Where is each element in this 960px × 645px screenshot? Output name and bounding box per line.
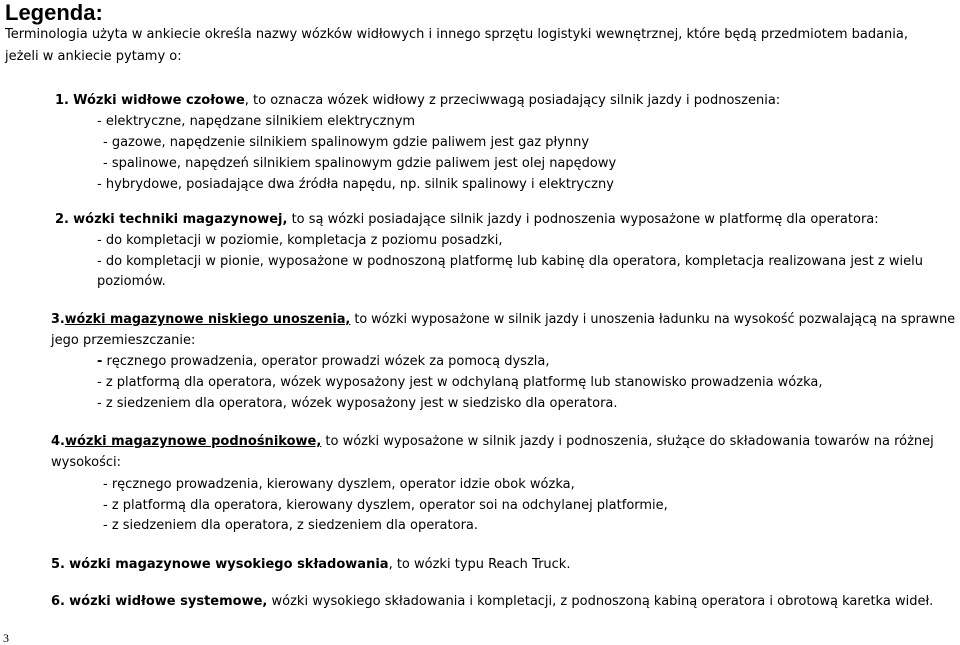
section-3-heading	[51, 312, 955, 328]
section-6-name: wózki widłowe systemowe,	[69, 594, 268, 609]
section-6-line-1: wózki wysokiego składowania i kompletacji, z podnoszoną kabiną operatora i obrotową karetka wideł.	[267, 594, 934, 609]
section-1-line-2: - elektryczne, napędzane silnikiem elektrycznym	[97, 114, 416, 129]
section-4-line-1: to wózki wyposażone w silnik jazdy i podnoszenia, służące do składowania towarów na różnej	[321, 434, 934, 449]
section-3-line-2: jego przemieszczanie:	[51, 333, 196, 348]
section-1-name: Wózki widłowe czołowe	[73, 93, 245, 108]
section-5-line-1: , to wózki typu Reach Truck.	[388, 557, 571, 572]
page-number: 3	[3, 631, 9, 645]
section-3-bullet: -	[97, 354, 103, 369]
section-1-line-5: - hybrydowe, posiadające dwa źródła napędu, np. silnik spalinowy i elektryczny	[97, 177, 614, 192]
section-3-line-1: to wózki wyposażone w silnik jazdy i unoszenia ładunku na wysokość pozwalającą na sprawne	[350, 312, 956, 327]
section-6-heading	[51, 594, 933, 610]
legend-title: Legenda:	[5, 0, 103, 25]
section-3-line-3-text: ręcznego prowadzenia, operator prowadzi wózek za pomocą dyszla,	[102, 354, 550, 369]
section-1-heading	[55, 93, 780, 109]
section-3-line-3	[97, 354, 549, 370]
section-2-line-4: poziomów.	[97, 274, 166, 289]
section-5-number: 5.	[51, 557, 65, 572]
section-2-line-3: - do kompletacji w pionie, wyposażone w podnoszoną platformę lub kabinę dla operatora, kompletacja realizowana jest z wielu	[97, 254, 923, 269]
section-2-line-2: - do kompletacji w poziomie, kompletacja z poziomu posadzki,	[97, 233, 503, 248]
section-2-name: wózki techniki magazynowej,	[73, 212, 288, 227]
section-4-line-2: wysokości:	[51, 455, 121, 470]
section-4-number: 4.	[51, 434, 65, 449]
section-3-number: 3.	[51, 312, 65, 327]
section-4-name: wózki magazynowe podnośnikowe,	[64, 434, 322, 449]
section-2-number: 2.	[55, 212, 69, 227]
section-4-line-4: - z platformą dla operatora, kierowany dyszlem, operator soi na odchylanej platformie,	[103, 498, 668, 513]
section-1-line-1: , to oznacza wózek widłowy z przeciwwagą posiadający silnik jazdy i podnoszenia:	[244, 93, 781, 108]
section-5-heading	[51, 557, 570, 573]
section-4-line-5: - z siedzeniem dla operatora, z siedzeniem dla operatora.	[103, 518, 479, 533]
section-6-number: 6.	[51, 594, 65, 609]
section-4-heading	[51, 434, 934, 450]
section-2-heading	[55, 212, 879, 228]
section-3-name: wózki magazynowe niskiego unoszenia,	[64, 312, 351, 327]
section-3-line-4: - z platformą dla operatora, wózek wyposażony jest w odchylaną platformę lub stanowisko prowadzenia wózka,	[97, 375, 823, 390]
section-3-line-5: - z siedzeniem dla operatora, wózek wyposażony jest w siedzisko dla operatora.	[97, 396, 618, 411]
section-2-line-1: to są wózki posiadające silnik jazdy i podnoszenia wyposażone w platformę dla operatora:	[287, 212, 879, 227]
section-4-line-3: - ręcznego prowadzenia, kierowany dyszlem, operator idzie obok wózka,	[103, 477, 575, 492]
intro-line-2: jeżeli w ankiecie pytamy o:	[5, 49, 182, 64]
section-1-number: 1.	[55, 93, 69, 108]
section-1-line-3: - gazowe, napędzenie silnikiem spalinowym gdzie paliwem jest gaz płynny	[103, 135, 590, 150]
section-1-line-4: - spalinowe, napędzeń silnikiem spalinowym gdzie paliwem jest olej napędowy	[103, 156, 617, 171]
intro-line-1: Terminologia użyta w ankiecie określa nazwy wózków widłowych i innego sprzętu logistyki wewnętrznej, które będą przedmiotem badania,	[5, 27, 909, 42]
section-5-name: wózki magazynowe wysokiego składowania	[69, 557, 389, 572]
